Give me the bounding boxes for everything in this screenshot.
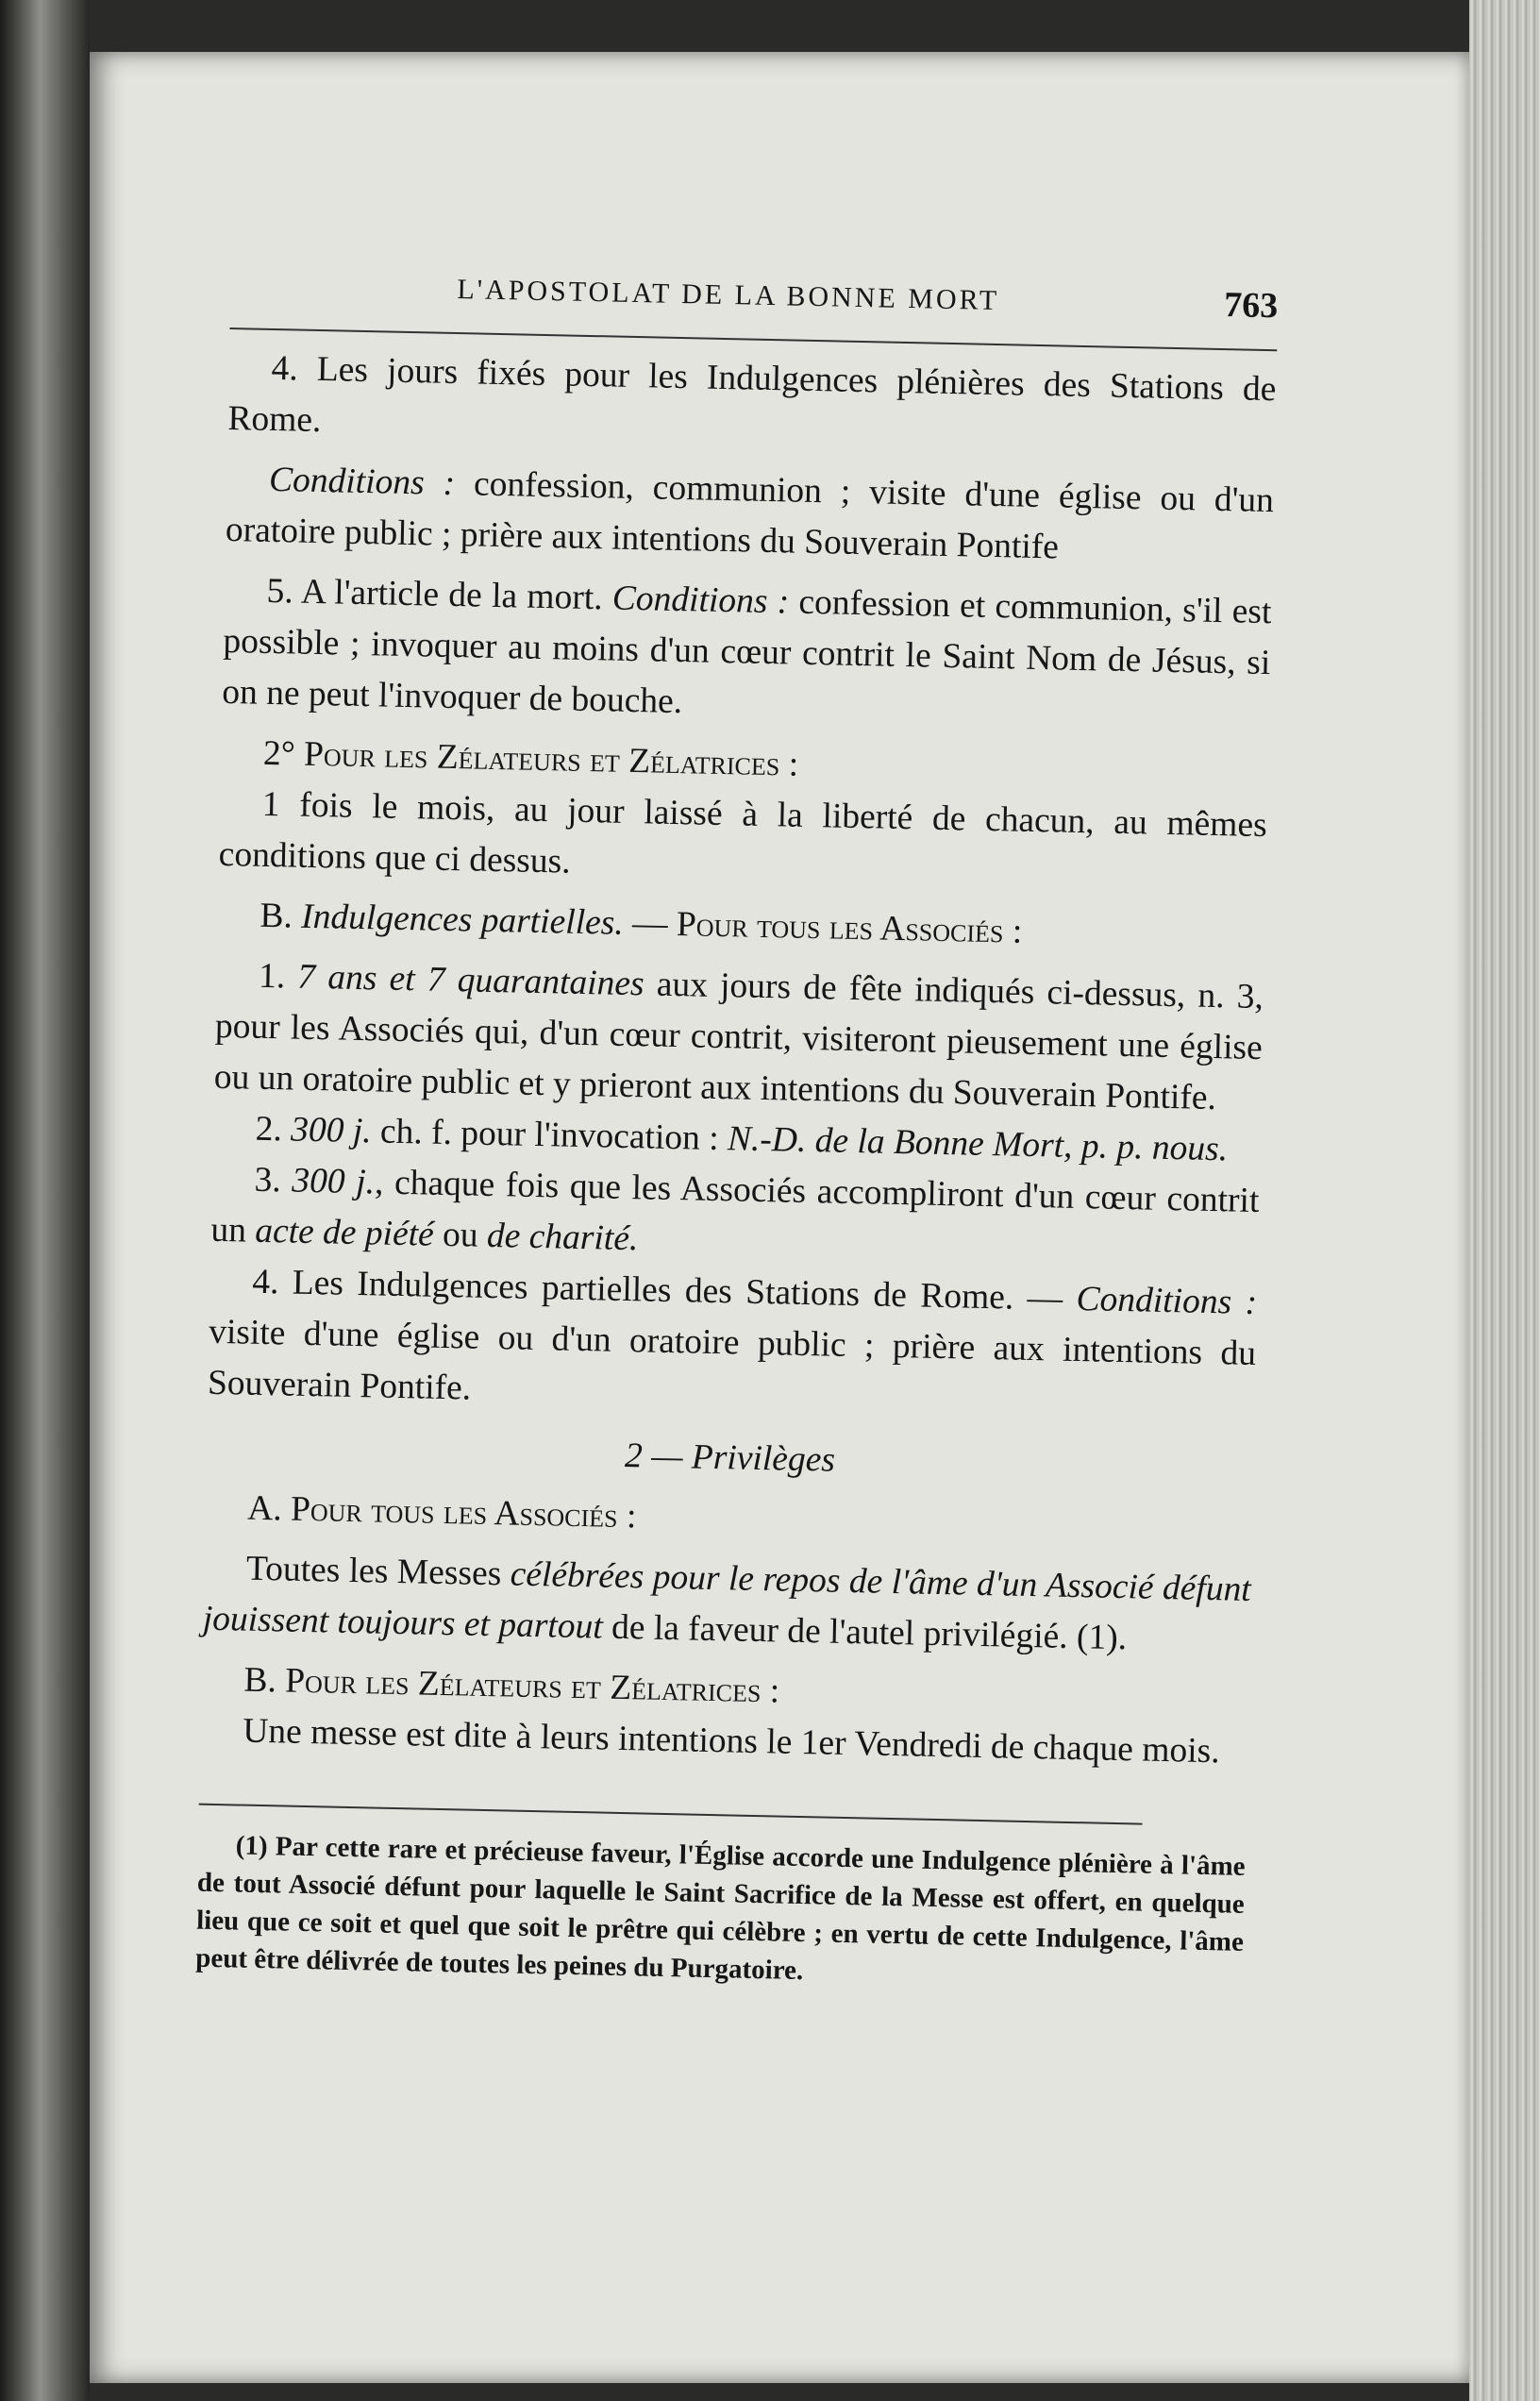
paragraph-stations: 4. Les jours fixés pour les Indulgences plénières des Stations de Rome. bbox=[227, 348, 1277, 441]
item-3-number: 3. bbox=[254, 1160, 293, 1200]
article-text: confession et communion, s'il est possible ; invoquer au moins d'un cœur contrit le Saint Nom de Jésus, si on ne peut l'invoquer de bouche. bbox=[221, 582, 1272, 722]
page-content bbox=[194, 260, 1278, 2026]
page-number: 763 bbox=[1223, 285, 1279, 327]
paragraph-monthly: 1 fois le mois, au jour laissé à la liberté de chacun, au mêmes conditions que ci dessus. bbox=[218, 784, 1268, 881]
quarantaines-text: aux jours de fête indiqués ci-dessus, n. 3, pour les Associés qui, d'un cœur contrit, visiteront pieusement une église ou un oratoire public et y prieront aux intentions du Souverain Pontife. bbox=[213, 965, 1264, 1118]
section-privileges: 2 — Privilèges bbox=[624, 1436, 836, 1480]
running-head bbox=[229, 260, 1278, 351]
messes-text: de la faveur de l'autel privilégié. (1). bbox=[602, 1607, 1128, 1658]
indulgences-partielles-label: Indulgences partielles. bbox=[300, 897, 625, 943]
running-title: L'APOSTOLAT DE LA BONNE MORT bbox=[457, 274, 1000, 317]
page-stack-edge bbox=[1469, 0, 1540, 2401]
stations-conditions-text: visite d'une église ou d'un oratoire public ; prière aux intentions du Souverain Pontife. bbox=[207, 1312, 1257, 1408]
acte-piete-label: acte de piété bbox=[254, 1211, 435, 1254]
paragraph-stations-partielles bbox=[207, 1256, 1257, 1431]
paragraph-messes bbox=[202, 1543, 1251, 1667]
conditions-label-mort: Conditions : bbox=[611, 579, 790, 622]
invocation-text: ch. f. pour l'invocation : bbox=[371, 1112, 728, 1159]
heading-privileges-zelateurs: B. Pour les Zélateurs et Zélatrices : bbox=[243, 1660, 780, 1711]
heading-indulgences-partielles bbox=[217, 890, 1265, 963]
acte-text: , chaque fois que les Associés accompliront d'un cœur contrit un bbox=[210, 1163, 1260, 1251]
conditions-label-partielles: Conditions : bbox=[1076, 1280, 1258, 1323]
paragraph-conditions-stations bbox=[225, 454, 1274, 578]
ou-text: ou bbox=[433, 1215, 488, 1255]
conditions-label: Conditions : bbox=[268, 460, 456, 504]
days-300-label-2: 300 j. bbox=[291, 1161, 376, 1202]
body-text bbox=[200, 343, 1277, 1778]
book-gutter bbox=[0, 0, 90, 2401]
paragraph-article-mort bbox=[222, 565, 1272, 740]
footnote: (1) Par cette rare et précieuse faveur, l'Église accorde une Indulgence plénière à l'âme de tout Associé défunt pour laquelle le Saint Sacrifice de la Messe est offert, en quelque lieu que ce soit et quel que soit le prêtre qui célèbre ; en vertu de cette Indulgence, l'âme peut être délivrée de toutes les peines du Purgatoire. bbox=[194, 1830, 1246, 1987]
days-300-label: 300 j. bbox=[290, 1110, 373, 1151]
heading-zelateurs: 2° Pour les Zélateurs et Zélatrices : bbox=[262, 733, 799, 784]
letter-b: B. bbox=[259, 896, 302, 936]
quarantaines-label: 7 ans et 7 quarantaines bbox=[296, 957, 645, 1004]
pour-tous-label: — Pour tous les Associés : bbox=[623, 903, 1023, 951]
article-start: 5. A l'article de la mort. bbox=[266, 571, 613, 618]
charite-label: de charité. bbox=[486, 1216, 639, 1259]
paragraph-quarantaines bbox=[213, 950, 1264, 1125]
heading-privileges-associes: A. Pour tous les Associés : bbox=[246, 1488, 637, 1536]
book-page bbox=[90, 52, 1469, 2383]
invocation-prayer: N.-D. de la Bonne Mort, p. p. nous. bbox=[727, 1119, 1229, 1169]
paragraph-messe-vendredi: Une messe est dite à leurs intentions le 1er Vendredi de chaque mois. bbox=[242, 1711, 1221, 1771]
footnote-divider bbox=[199, 1804, 1143, 1825]
messes-italic: célébrées pour le repos de l'âme d'un Associé défunt jouissent toujours et partout bbox=[202, 1554, 1252, 1647]
messes-start: Toutes les Messes bbox=[245, 1549, 511, 1594]
stations-partielles-text: 4. Les Indulgences partielles des Stations de Rome. — bbox=[251, 1262, 1078, 1318]
item-2-number: 2. bbox=[255, 1109, 292, 1150]
item-1-number: 1. bbox=[258, 956, 298, 997]
conditions-text: confession, communion ; visite d'une église ou d'un oratoire public ; prière aux intentions du Souverain Pontife bbox=[225, 464, 1275, 567]
